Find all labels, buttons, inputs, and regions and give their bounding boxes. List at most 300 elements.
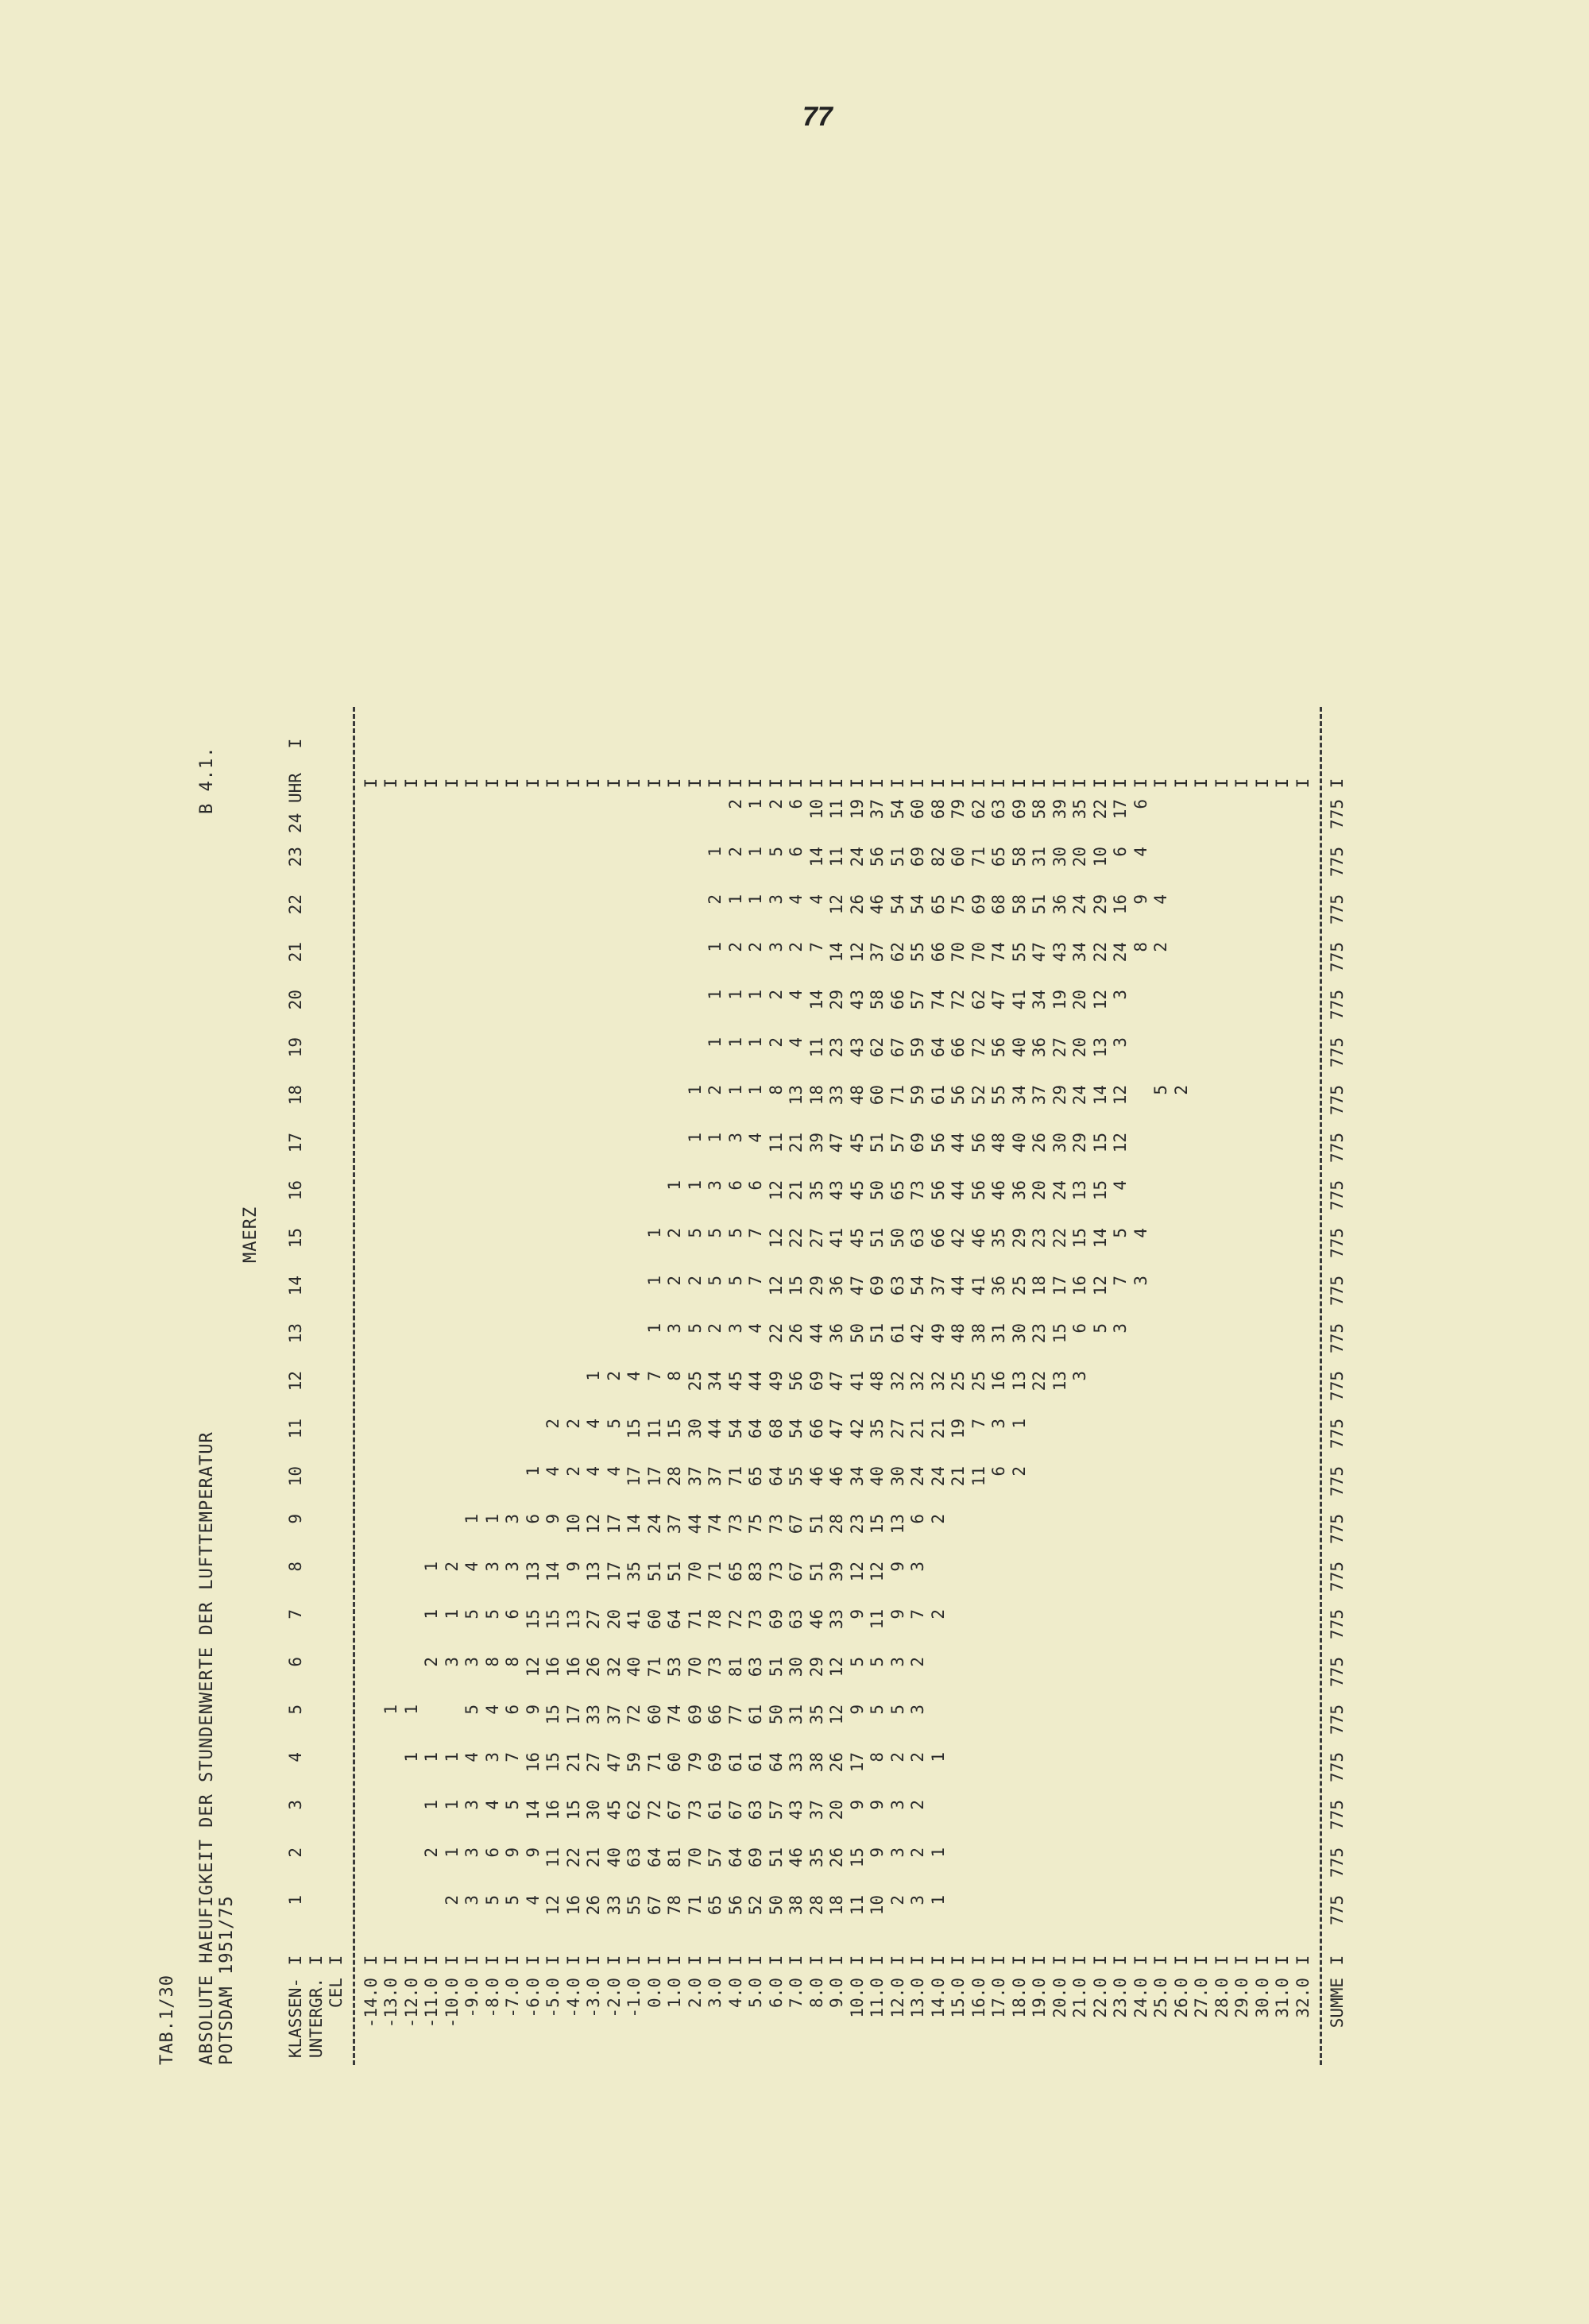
column-separator: I (1192, 1955, 1212, 1966)
frequency-cell: 55 (787, 1466, 806, 1487)
frequency-cell: 2 (887, 1895, 907, 1905)
frequency-cell: 4 (787, 894, 806, 905)
frequency-cell: 71 (968, 847, 988, 867)
frequency-cell: 3 (887, 1847, 907, 1858)
frequency-cell: 2 (1151, 942, 1171, 952)
column-separator: I (1293, 1955, 1313, 1966)
frequency-cell: 66 (928, 1228, 948, 1249)
frequency-cell: 4 (584, 1419, 604, 1429)
frequency-cell: 55 (624, 1895, 644, 1916)
frequency-cell: 3 (503, 1562, 523, 1572)
frequency-cell: 15 (1070, 1228, 1090, 1249)
frequency-cell: 8 (503, 1657, 523, 1667)
frequency-cell: 83 (746, 1562, 766, 1582)
class-lower-bound: 31.0 (1273, 1978, 1293, 2018)
frequency-cell: 44 (706, 1419, 725, 1439)
frequency-cell: 24 (928, 1466, 948, 1487)
column-separator: I (1273, 778, 1293, 789)
class-lower-bound: -6.0 (523, 1978, 543, 2018)
frequency-cell: 60 (868, 1085, 887, 1106)
frequency-cell: 4 (523, 1895, 543, 1905)
column-separator: I (1328, 778, 1347, 789)
class-lower-bound: -2.0 (604, 1978, 624, 2018)
frequency-cell: 37 (868, 799, 887, 820)
frequency-cell: 13 (1090, 1037, 1110, 1058)
frequency-cell: 4 (746, 1323, 766, 1334)
frequency-cell: 43 (847, 1037, 867, 1058)
table-row (767, 707, 787, 2065)
frequency-cell: 17 (847, 1752, 867, 1773)
frequency-cell: 46 (806, 1466, 826, 1487)
frequency-cell: 67 (787, 1514, 806, 1535)
column-separator: I (847, 778, 867, 789)
frequency-cell: 10 (563, 1514, 583, 1535)
frequency-cell: 45 (847, 1228, 867, 1249)
frequency-cell: 36 (1050, 894, 1069, 915)
frequency-cell: 81 (725, 1657, 745, 1677)
class-lower-bound: 2.0 (685, 1978, 705, 2008)
frequency-cell: 7 (746, 1276, 766, 1286)
frequency-cell: 7 (908, 1609, 928, 1619)
column-separator: I (422, 778, 442, 789)
sum-cell: 775 (1328, 990, 1347, 1020)
sum-cell: 775 (1328, 799, 1347, 829)
frequency-cell: 60 (644, 1609, 664, 1630)
frequency-cell: 3 (1111, 1037, 1131, 1048)
frequency-cell: 13 (563, 1609, 583, 1630)
frequency-cell: 1 (706, 1133, 725, 1143)
frequency-cell: 3 (462, 1895, 482, 1905)
frequency-cell: 42 (949, 1228, 968, 1249)
column-separator: I (928, 778, 948, 789)
sum-cell: 775 (1328, 894, 1347, 925)
column-separator: I (1252, 1955, 1272, 1966)
frequency-cell: 66 (928, 942, 948, 963)
frequency-cell: 29 (1070, 1133, 1090, 1153)
column-separator: I (1232, 778, 1252, 789)
frequency-cell: 19 (949, 1419, 968, 1439)
frequency-cell: 6 (746, 1180, 766, 1191)
frequency-cell: 48 (949, 1323, 968, 1344)
frequency-cell: 37 (665, 1514, 685, 1535)
frequency-cell: 27 (584, 1752, 604, 1773)
frequency-cell: 69 (868, 1276, 887, 1296)
frequency-cell: 26 (827, 1847, 847, 1868)
frequency-cell: 21 (787, 1133, 806, 1153)
hour-header: 18 (286, 1085, 306, 1106)
hour-header: 22 (286, 894, 306, 915)
frequency-cell: 36 (989, 1276, 1009, 1296)
class-lower-bound: -1.0 (624, 1978, 644, 2018)
frequency-cell: 56 (928, 1133, 948, 1153)
frequency-cell: 39 (827, 1562, 847, 1582)
column-separator: I (766, 1955, 786, 1966)
frequency-cell: 64 (746, 1419, 766, 1439)
frequency-cell: 74 (665, 1704, 685, 1725)
frequency-cell: 4 (624, 1371, 644, 1381)
frequency-cell: 73 (766, 1514, 786, 1535)
hour-header: 23 (286, 847, 306, 867)
frequency-cell: 5 (462, 1609, 482, 1619)
frequency-cell: 35 (989, 1228, 1009, 1249)
frequency-cell: 52 (968, 1085, 988, 1106)
frequency-cell: 2 (725, 942, 745, 952)
frequency-cell: 36 (827, 1323, 847, 1344)
column-separator: I (327, 1955, 346, 1966)
frequency-cell: 1 (706, 847, 725, 857)
frequency-cell: 51 (868, 1323, 887, 1344)
frequency-cell: 26 (1030, 1133, 1050, 1153)
table-row (807, 707, 828, 2065)
frequency-cell: 67 (787, 1562, 806, 1582)
frequency-cell: 63 (746, 1800, 766, 1820)
frequency-cell: 17 (604, 1562, 624, 1582)
frequency-cell: 65 (989, 847, 1009, 867)
frequency-cell: 34 (847, 1466, 867, 1487)
frequency-cell: 34 (1009, 1085, 1029, 1106)
frequency-cell: 2 (887, 1752, 907, 1762)
frequency-cell: 63 (908, 1228, 928, 1249)
frequency-cell: 6 (523, 1514, 543, 1524)
frequency-cell: 55 (908, 942, 928, 963)
frequency-cell: 5 (685, 1228, 705, 1238)
table-row (787, 707, 807, 2065)
frequency-cell: 45 (847, 1133, 867, 1153)
frequency-cell: 1 (422, 1609, 442, 1619)
frequency-cell: 46 (806, 1609, 826, 1630)
frequency-cell: 1 (442, 1847, 462, 1858)
frequency-cell: 33 (584, 1704, 604, 1725)
class-lower-bound: 26.0 (1171, 1978, 1191, 2018)
hour-header: 14 (286, 1276, 306, 1296)
frequency-cell: 54 (887, 799, 907, 820)
frequency-cell: 47 (989, 990, 1009, 1010)
class-lower-bound: 5.0 (746, 1978, 766, 2008)
column-separator: I (1131, 778, 1150, 789)
frequency-cell: 22 (766, 1323, 786, 1344)
frequency-cell: 1 (746, 1037, 766, 1048)
frequency-cell: 3 (462, 1847, 482, 1858)
column-separator: I (624, 778, 644, 789)
frequency-cell: 7 (968, 1419, 988, 1429)
frequency-cell: 20 (1070, 847, 1090, 867)
frequency-cell: 15 (868, 1514, 887, 1535)
column-separator: I (1111, 778, 1131, 789)
frequency-cell: 5 (868, 1704, 887, 1715)
frequency-cell: 9 (523, 1847, 543, 1858)
frequency-cell: 6 (503, 1609, 523, 1619)
frequency-cell: 1 (422, 1800, 442, 1810)
frequency-cell: 2 (908, 1800, 928, 1810)
frequency-cell: 2 (706, 1085, 725, 1095)
hour-header: 9 (286, 1514, 306, 1524)
frequency-cell: 11 (847, 1895, 867, 1916)
frequency-cell: 20 (604, 1609, 624, 1630)
frequency-cell: 1 (401, 1704, 421, 1715)
frequency-cell: 64 (665, 1609, 685, 1630)
frequency-cell: 1 (442, 1800, 462, 1810)
frequency-cell: 36 (1030, 1037, 1050, 1058)
column-separator: I (706, 778, 725, 789)
frequency-cell: 9 (887, 1562, 907, 1572)
hour-header: 4 (286, 1752, 306, 1762)
frequency-cell: 19 (1050, 990, 1069, 1010)
sum-cell: 775 (1328, 1419, 1347, 1449)
frequency-cell: 73 (706, 1657, 725, 1677)
frequency-cell: 5 (482, 1895, 502, 1905)
column-separator: I (584, 1955, 604, 1966)
frequency-cell: 1 (725, 894, 745, 905)
frequency-cell: 30 (584, 1800, 604, 1820)
dashed-rule (1313, 707, 1328, 2065)
hour-header: 15 (286, 1228, 306, 1249)
frequency-cell: 25 (949, 1371, 968, 1392)
frequency-cell: 4 (1151, 894, 1171, 905)
frequency-cell: 1 (746, 1085, 766, 1095)
frequency-cell: 58 (1009, 847, 1029, 867)
frequency-cell: 18 (806, 1085, 826, 1106)
frequency-cell: 5 (887, 1704, 907, 1715)
hour-header: 5 (286, 1704, 306, 1715)
frequency-cell: 2 (1009, 1466, 1029, 1477)
frequency-cell: 3 (989, 1419, 1009, 1429)
class-lower-bound: 14.0 (928, 1978, 948, 2018)
table-row (381, 707, 402, 2065)
frequency-cell: 1 (685, 1085, 705, 1095)
frequency-cell: 30 (685, 1419, 705, 1439)
column-separator: I (1070, 778, 1090, 789)
hour-header: 7 (286, 1609, 306, 1619)
frequency-cell: 60 (665, 1752, 685, 1773)
frequency-cell: 1 (644, 1228, 664, 1238)
class-lower-bound: 20.0 (1050, 1978, 1069, 2018)
table-row (1030, 707, 1050, 2065)
frequency-cell: 5 (482, 1609, 502, 1619)
frequency-cell: 46 (827, 1466, 847, 1487)
frequency-cell: 74 (706, 1514, 725, 1535)
frequency-cell: 26 (827, 1752, 847, 1773)
frequency-cell: 66 (887, 990, 907, 1010)
frequency-cell: 3 (482, 1752, 502, 1762)
frequency-cell: 71 (706, 1562, 725, 1582)
frequency-cell: 5 (1151, 1085, 1171, 1095)
frequency-cell: 66 (949, 1037, 968, 1058)
frequency-cell: 20 (827, 1800, 847, 1820)
frequency-cell: 17 (1111, 799, 1131, 820)
frequency-cell: 9 (887, 1609, 907, 1619)
frequency-cell: 11 (827, 799, 847, 820)
column-separator: I (1212, 778, 1231, 789)
table-row (1172, 707, 1193, 2065)
frequency-cell: 72 (644, 1800, 664, 1820)
frequency-cell: 71 (887, 1085, 907, 1106)
frequency-cell: 4 (462, 1752, 482, 1762)
frequency-cell: 22 (563, 1847, 583, 1868)
column-separator: I (868, 1955, 887, 1966)
frequency-cell: 32 (928, 1371, 948, 1392)
frequency-cell: 9 (523, 1704, 543, 1715)
frequency-cell: 66 (706, 1704, 725, 1725)
frequency-cell: 43 (787, 1800, 806, 1820)
frequency-cell: 49 (766, 1371, 786, 1392)
frequency-cell: 4 (787, 990, 806, 1000)
frequency-cell: 65 (725, 1562, 745, 1582)
frequency-cell: 33 (827, 1609, 847, 1630)
class-lower-bound: 3.0 (706, 1978, 725, 2008)
frequency-cell: 56 (968, 1180, 988, 1201)
column-separator: I (286, 738, 306, 749)
section-ref-label: B 4.1. (197, 746, 217, 814)
frequency-cell: 30 (1050, 847, 1069, 867)
frequency-cell: 15 (563, 1800, 583, 1820)
hour-header: 1 (286, 1895, 306, 1905)
frequency-cell: 47 (827, 1133, 847, 1153)
frequency-cell: 5 (1090, 1323, 1110, 1334)
class-lower-bound: 23.0 (1111, 1978, 1131, 2018)
column-separator: I (1273, 1955, 1293, 1966)
frequency-cell: 22 (1090, 942, 1110, 963)
frequency-cell: 33 (787, 1752, 806, 1773)
frequency-cell: 11 (543, 1847, 563, 1868)
frequency-cell: 54 (887, 894, 907, 915)
frequency-cell: 48 (847, 1085, 867, 1106)
column-separator: I (887, 1955, 907, 1966)
frequency-cell: 32 (604, 1657, 624, 1677)
column-separator: I (563, 778, 583, 789)
frequency-cell: 13 (1070, 1180, 1090, 1201)
frequency-cell: 62 (624, 1800, 644, 1820)
frequency-cell: 63 (746, 1657, 766, 1677)
frequency-cell: 14 (523, 1800, 543, 1820)
frequency-cell: 10 (1090, 847, 1110, 867)
frequency-cell: 29 (827, 990, 847, 1010)
frequency-cell: 30 (787, 1657, 806, 1677)
month-label: MAERZ (241, 1206, 261, 1263)
frequency-cell: 62 (868, 1037, 887, 1058)
sum-row (1328, 707, 1348, 2065)
frequency-cell: 17 (563, 1704, 583, 1725)
frequency-cell: 82 (928, 847, 948, 867)
frequency-cell: 2 (543, 1419, 563, 1429)
frequency-cell: 1 (644, 1276, 664, 1286)
frequency-cell: 60 (644, 1704, 664, 1725)
column-separator: I (1131, 1955, 1150, 1966)
class-lower-bound: 10.0 (847, 1978, 867, 2018)
frequency-cell: 58 (1030, 799, 1050, 820)
frequency-cell: 24 (1111, 942, 1131, 963)
frequency-cell: 67 (887, 1037, 907, 1058)
frequency-cell: 65 (887, 1180, 907, 1201)
rotated-printout (151, 135, 1502, 2200)
frequency-cell: 2 (442, 1895, 462, 1905)
frequency-cell: 21 (949, 1466, 968, 1487)
frequency-cell: 15 (1050, 1323, 1069, 1344)
frequency-cell: 9 (847, 1609, 867, 1619)
sum-cell: 775 (1328, 1704, 1347, 1735)
frequency-cell: 43 (1050, 942, 1069, 963)
frequency-cell: 2 (563, 1466, 583, 1477)
frequency-cell: 6 (725, 1180, 745, 1191)
hour-header: 13 (286, 1323, 306, 1344)
column-separator: I (1293, 778, 1313, 789)
frequency-cell: 4 (482, 1704, 502, 1715)
column-separator: I (1111, 1955, 1131, 1966)
column-separator: I (908, 778, 928, 789)
frequency-cell: 1 (482, 1514, 502, 1524)
frequency-cell: 73 (766, 1562, 786, 1582)
frequency-cell: 20 (1070, 1037, 1090, 1058)
hour-header: 16 (286, 1180, 306, 1201)
frequency-cell: 46 (787, 1847, 806, 1868)
table-id-label: TAB.1/30 (157, 1975, 177, 2065)
frequency-cell: 14 (1090, 1085, 1110, 1106)
class-lower-bound: 13.0 (908, 1978, 928, 2018)
frequency-cell: 23 (1030, 1228, 1050, 1249)
frequency-cell: 5 (725, 1276, 745, 1286)
frequency-cell: 45 (847, 1180, 867, 1201)
table-row (665, 707, 686, 2065)
frequency-cell: 50 (766, 1895, 786, 1916)
frequency-cell: 46 (868, 894, 887, 915)
frequency-cell: 15 (543, 1752, 563, 1773)
class-lower-bound: 1.0 (665, 1978, 685, 2008)
frequency-cell: 51 (806, 1562, 826, 1582)
hour-header: 8 (286, 1562, 306, 1572)
frequency-cell: 2 (928, 1514, 948, 1524)
frequency-cell: 3 (482, 1562, 502, 1572)
dashed-line (353, 707, 355, 2065)
column-separator: I (685, 778, 705, 789)
table-row (949, 707, 969, 2065)
class-lower-bound: 18.0 (1009, 1978, 1029, 2018)
column-separator: I (401, 778, 421, 789)
class-lower-bound: -9.0 (462, 1978, 482, 2018)
frequency-cell: 34 (1030, 990, 1050, 1010)
frequency-cell: 16 (1070, 1276, 1090, 1296)
table-title: ABSOLUTE HAEUFIGKEIT DER STUNDENWERTE DER LUFTTEMPERATUR (197, 1431, 217, 2065)
frequency-cell: 5 (847, 1657, 867, 1667)
frequency-cell: 3 (1111, 990, 1131, 1000)
frequency-cell: 3 (766, 942, 786, 952)
frequency-cell: 64 (644, 1847, 664, 1868)
frequency-cell: 20 (1070, 990, 1090, 1010)
frequency-cell: 64 (766, 1752, 786, 1773)
column-separator: I (989, 1955, 1009, 1966)
column-separator: I (706, 1955, 725, 1966)
frequency-cell: 50 (887, 1228, 907, 1249)
frequency-cell: 15 (523, 1609, 543, 1630)
frequency-cell: 6 (787, 847, 806, 857)
frequency-cell: 11 (968, 1466, 988, 1487)
frequency-cell: 79 (949, 799, 968, 820)
frequency-cell: 61 (746, 1704, 766, 1725)
sum-label: SUMME (1328, 1978, 1347, 2029)
frequency-cell: 56 (949, 1085, 968, 1106)
table-row (645, 707, 666, 2065)
frequency-cell: 37 (706, 1466, 725, 1487)
frequency-cell: 26 (787, 1323, 806, 1344)
table-row (564, 707, 585, 2065)
frequency-cell: 37 (806, 1800, 826, 1820)
frequency-cell: 16 (563, 1657, 583, 1677)
frequency-cell: 72 (968, 1037, 988, 1058)
frequency-cell: 11 (766, 1133, 786, 1153)
frequency-cell: 69 (685, 1704, 705, 1725)
frequency-cell: 74 (989, 942, 1009, 963)
frequency-cell: 27 (887, 1419, 907, 1439)
frequency-cell: 17 (624, 1466, 644, 1487)
table-row (868, 707, 888, 2065)
